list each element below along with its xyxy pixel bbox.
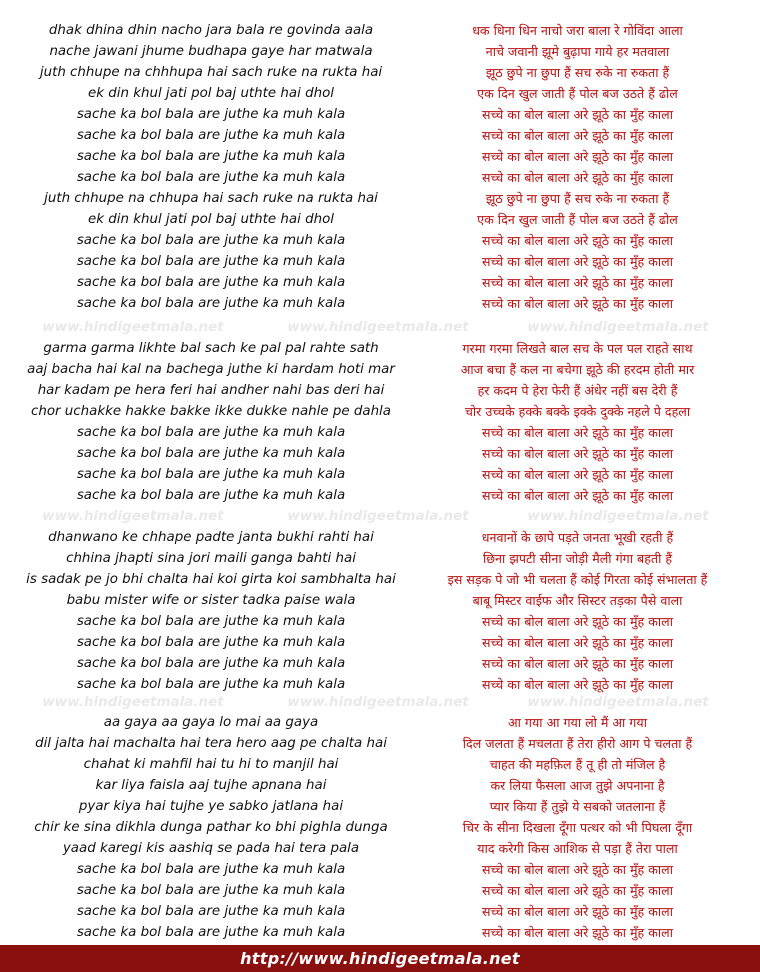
lyric-devanagari: सच्चे का बोल बाला अरे झूठे का मुँह काला	[482, 233, 673, 248]
lyric-devanagari: सच्चे का बोल बाला अरे झूठे का मुँह काला	[482, 677, 673, 692]
lyric-romanized: sache ka bol bala are juthe ka muh kala	[76, 275, 346, 290]
lyric-devanagari: आज बचा हैं कल ना बचेगा झूठे की हरदम होती मार	[460, 362, 695, 377]
lyric-romanized: sache ka bol bala are juthe ka muh kala	[76, 467, 346, 482]
lyric-romanized: chhina jhapti sina jori maili ganga bahti hai	[66, 551, 356, 566]
lyric-romanized: aaj bacha hai kal na bachega juthe ki hardam hoti mar	[27, 362, 395, 377]
lyric-devanagari: सच्चे का बोल बाला अरे झूठे का मुँह काला	[482, 488, 673, 503]
lyric-romanized: sache ka bol bala are juthe ka muh kala	[76, 233, 346, 248]
lyric-romanized: sache ka bol bala are juthe ka muh kala	[76, 488, 346, 503]
lyric-line	[0, 901, 760, 922]
lyric-romanized: sache ka bol bala are juthe ka muh kala	[76, 635, 346, 650]
lyric-devanagari: एक दिन खुल जाती हैं पोल बज उठते हैं ढोल	[477, 86, 678, 101]
lyric-devanagari: इस सड़क पे जो भी चलता हैं कोई गिरता कोई संभालता हैं	[447, 572, 708, 587]
lyric-romanized: dhanwano ke chhape padte janta bukhi rahti hai	[48, 530, 374, 545]
lyric-devanagari: आ गया आ गया लो मैं आ गया	[508, 715, 647, 730]
lyric-line	[0, 632, 760, 653]
lyric-devanagari: सच्चे का बोल बाला अरे झूठे का मुँह काला	[482, 904, 673, 919]
lyric-devanagari: धक धिना धिन नाचो जरा बाला रे गोविंदा आला	[472, 23, 683, 38]
lyric-line	[0, 590, 760, 611]
watermark-text: www.hindigeetmala.net	[42, 508, 224, 524]
lyric-line	[0, 251, 760, 272]
watermark-text: www.hindigeetmala.net	[527, 694, 709, 710]
lyric-devanagari: एक दिन खुल जाती हैं पोल बज उठते हैं ढोल	[477, 212, 678, 227]
lyric-line	[0, 380, 760, 401]
lyric-devanagari: झूठ छुपे ना छुपा हैं सच रुके ना रुकता हैं	[485, 65, 670, 80]
lyric-line	[0, 146, 760, 167]
lyric-line	[0, 401, 760, 422]
lyric-romanized: sache ka bol bala are juthe ka muh kala	[76, 149, 346, 164]
watermark-row	[0, 318, 760, 336]
lyric-devanagari: धनवानों के छापे पड़ते जनता भूखी रहती हैं	[481, 530, 674, 545]
lyric-romanized: sache ka bol bala are juthe ka muh kala	[76, 925, 346, 940]
lyric-romanized: sache ka bol bala are juthe ka muh kala	[76, 128, 346, 143]
watermark-row	[0, 507, 760, 525]
lyric-devanagari: याद करेगी किस आशिक से पड़ा हैं तेरा पाला	[477, 841, 678, 856]
footer-url-link[interactable]: http://www.hindigeetmala.net	[240, 949, 520, 968]
lyric-devanagari: सच्चे का बोल बाला अरे झूठे का मुँह काला	[482, 446, 673, 461]
lyric-line	[0, 209, 760, 230]
lyric-romanized: sache ka bol bala are juthe ka muh kala	[76, 677, 346, 692]
lyric-devanagari: सच्चे का बोल बाला अरे झूठे का मुँह काला	[482, 149, 673, 164]
lyric-romanized: sache ka bol bala are juthe ka muh kala	[76, 862, 346, 877]
lyric-line	[0, 922, 760, 943]
lyric-romanized: dil jalta hai machalta hai tera hero aag pe chalta hai	[35, 736, 387, 751]
lyric-romanized: yaad karegi kis aashiq se pada hai tera pala	[62, 841, 360, 856]
lyric-romanized: dhak dhina dhin nacho jara bala re govinda aala	[48, 23, 374, 38]
lyric-romanized: chir ke sina dikhla dunga pathar ko bhi pighla dunga	[34, 820, 388, 835]
lyric-line	[0, 104, 760, 125]
watermark-text: www.hindigeetmala.net	[287, 694, 469, 710]
lyric-romanized: chor uchakke hakke bakke ikke dukke nahle pe dahla	[31, 404, 391, 419]
lyric-romanized: garma garma likhte bal sach ke pal pal rahte sath	[43, 341, 379, 356]
lyric-line	[0, 548, 760, 569]
lyric-romanized: sache ka bol bala are juthe ka muh kala	[76, 296, 346, 311]
lyric-romanized: sache ka bol bala are juthe ka muh kala	[76, 614, 346, 629]
lyric-line	[0, 293, 760, 314]
lyric-devanagari: सच्चे का बोल बाला अरे झूठे का मुँह काला	[482, 467, 673, 482]
lyric-romanized: sache ka bol bala are juthe ka muh kala	[76, 254, 346, 269]
lyric-romanized: sache ka bol bala are juthe ka muh kala	[76, 656, 346, 671]
lyric-romanized: nache jawani jhume budhapa gaye har matwala	[49, 44, 373, 59]
lyric-line	[0, 527, 760, 548]
watermark-row	[0, 693, 760, 711]
lyric-romanized: sache ka bol bala are juthe ka muh kala	[76, 446, 346, 461]
lyric-devanagari: सच्चे का बोल बाला अरे झूठे का मुँह काला	[482, 425, 673, 440]
lyric-devanagari: प्यार किया हैं तुझे ये सबको जतलाना हैं	[489, 799, 666, 814]
lyric-romanized: sache ka bol bala are juthe ka muh kala	[76, 883, 346, 898]
lyric-line	[0, 188, 760, 209]
lyric-romanized: sache ka bol bala are juthe ka muh kala	[76, 425, 346, 440]
lyric-devanagari: सच्चे का बोल बाला अरे झूठे का मुँह काला	[482, 107, 673, 122]
lyric-romanized: babu mister wife or sister tadka paise wala	[66, 593, 356, 608]
lyric-devanagari: बाबू मिस्टर वाईफ और सिस्टर तड़का पैसे वाला	[472, 593, 683, 608]
lyric-devanagari: चोर उच्चके हक्के बक्के इक्के दुक्के नहले पे दहला	[464, 404, 691, 419]
lyric-romanized: sache ka bol bala are juthe ka muh kala	[76, 904, 346, 919]
lyric-line	[0, 338, 760, 359]
lyric-romanized: juth chhupe na chhhupa hai sach ruke na rukta hai	[39, 65, 383, 80]
lyric-line	[0, 20, 760, 41]
lyric-devanagari: सच्चे का बोल बाला अरे झूठे का मुँह काला	[482, 254, 673, 269]
lyric-line	[0, 653, 760, 674]
lyric-devanagari: सच्चे का बोल बाला अरे झूठे का मुँह काला	[482, 275, 673, 290]
lyric-line	[0, 62, 760, 83]
lyric-romanized: sache ka bol bala are juthe ka muh kala	[76, 107, 346, 122]
lyric-line	[0, 359, 760, 380]
lyric-devanagari: चाहत की महफ़िल हैं तू ही तो मंजिल है	[489, 757, 666, 772]
lyric-line	[0, 422, 760, 443]
lyric-romanized: sache ka bol bala are juthe ka muh kala	[76, 170, 346, 185]
watermark-text: www.hindigeetmala.net	[42, 694, 224, 710]
lyric-romanized: juth chhupe na chhupa hai sach ruke na rukta hai	[44, 191, 378, 206]
lyric-line	[0, 41, 760, 62]
watermark-text: www.hindigeetmala.net	[42, 319, 224, 335]
lyric-devanagari: दिल जलता हैं मचलता हैं तेरा हीरो आग पे चलता हैं	[462, 736, 693, 751]
lyric-devanagari: कर लिया फैसला आज तुझे अपनाना है	[490, 778, 665, 793]
lyric-romanized: ek din khul jati pol baj uthte hai dhol	[88, 212, 334, 227]
lyric-romanized: har kadam pe hera feri hai andher nahi bas deri hai	[37, 383, 385, 398]
lyric-devanagari: चिर के सीना दिखला दूँगा पत्थर को भी पिघला दूँगा	[462, 820, 693, 835]
lyric-devanagari: सच्चे का बोल बाला अरे झूठे का मुँह काला	[482, 883, 673, 898]
lyric-line	[0, 464, 760, 485]
lyric-line	[0, 796, 760, 817]
lyric-romanized: pyar kiya hai tujhe ye sabko jatlana hai	[78, 799, 344, 814]
lyric-devanagari: गरमा गरमा लिखते बाल सच के पल पल राहते साथ	[462, 341, 693, 356]
lyric-devanagari: सच्चे का बोल बाला अरे झूठे का मुँह काला	[482, 925, 673, 940]
lyric-romanized: kar liya faisla aaj tujhe apnana hai	[95, 778, 327, 793]
lyric-romanized: is sadak pe jo bhi chalta hai koi girta koi sambhalta hai	[26, 572, 396, 587]
lyric-line	[0, 712, 760, 733]
lyric-line	[0, 167, 760, 188]
lyric-devanagari: छिना झपटी सीना जोड़ी मैली गंगा बहती हैं	[482, 551, 673, 566]
lyric-romanized: chahat ki mahfil hai tu hi to manjil hai	[83, 757, 339, 772]
lyric-devanagari: सच्चे का बोल बाला अरे झूठे का मुँह काला	[482, 862, 673, 877]
lyric-line	[0, 125, 760, 146]
lyric-line	[0, 880, 760, 901]
lyric-line	[0, 272, 760, 293]
lyric-line	[0, 485, 760, 506]
lyric-line	[0, 859, 760, 880]
lyric-line	[0, 230, 760, 251]
lyric-line	[0, 569, 760, 590]
watermark-text: www.hindigeetmala.net	[527, 319, 709, 335]
lyric-line	[0, 754, 760, 775]
lyric-devanagari: सच्चे का बोल बाला अरे झूठे का मुँह काला	[482, 128, 673, 143]
lyric-devanagari: सच्चे का बोल बाला अरे झूठे का मुँह काला	[482, 170, 673, 185]
lyric-line	[0, 674, 760, 695]
lyric-devanagari: सच्चे का बोल बाला अरे झूठे का मुँह काला	[482, 656, 673, 671]
lyric-devanagari: सच्चे का बोल बाला अरे झूठे का मुँह काला	[482, 635, 673, 650]
lyric-devanagari: नाचे जवानी झूमे बुढ़ापा गाये हर मतवाला	[485, 44, 670, 59]
watermark-text: www.hindigeetmala.net	[287, 319, 469, 335]
lyric-line	[0, 733, 760, 754]
lyric-line	[0, 817, 760, 838]
lyric-line	[0, 775, 760, 796]
watermark-text: www.hindigeetmala.net	[527, 508, 709, 524]
lyric-line	[0, 443, 760, 464]
lyric-line	[0, 611, 760, 632]
lyric-line	[0, 838, 760, 859]
lyric-romanized: ek din khul jati pol baj uthte hai dhol	[88, 86, 334, 101]
lyric-devanagari: हर कदम पे हेरा फेरी हैं अंधेर नहीं बस देरी हैं	[477, 383, 678, 398]
lyric-line	[0, 83, 760, 104]
footer-bar	[0, 945, 760, 972]
lyric-devanagari: सच्चे का बोल बाला अरे झूठे का मुँह काला	[482, 296, 673, 311]
lyric-devanagari: सच्चे का बोल बाला अरे झूठे का मुँह काला	[482, 614, 673, 629]
watermark-text: www.hindigeetmala.net	[287, 508, 469, 524]
lyric-romanized: aa gaya aa gaya lo mai aa gaya	[103, 715, 319, 730]
lyric-devanagari: झूठ छुपे ना छुपा हैं सच रुके ना रुकता हैं	[485, 191, 670, 206]
